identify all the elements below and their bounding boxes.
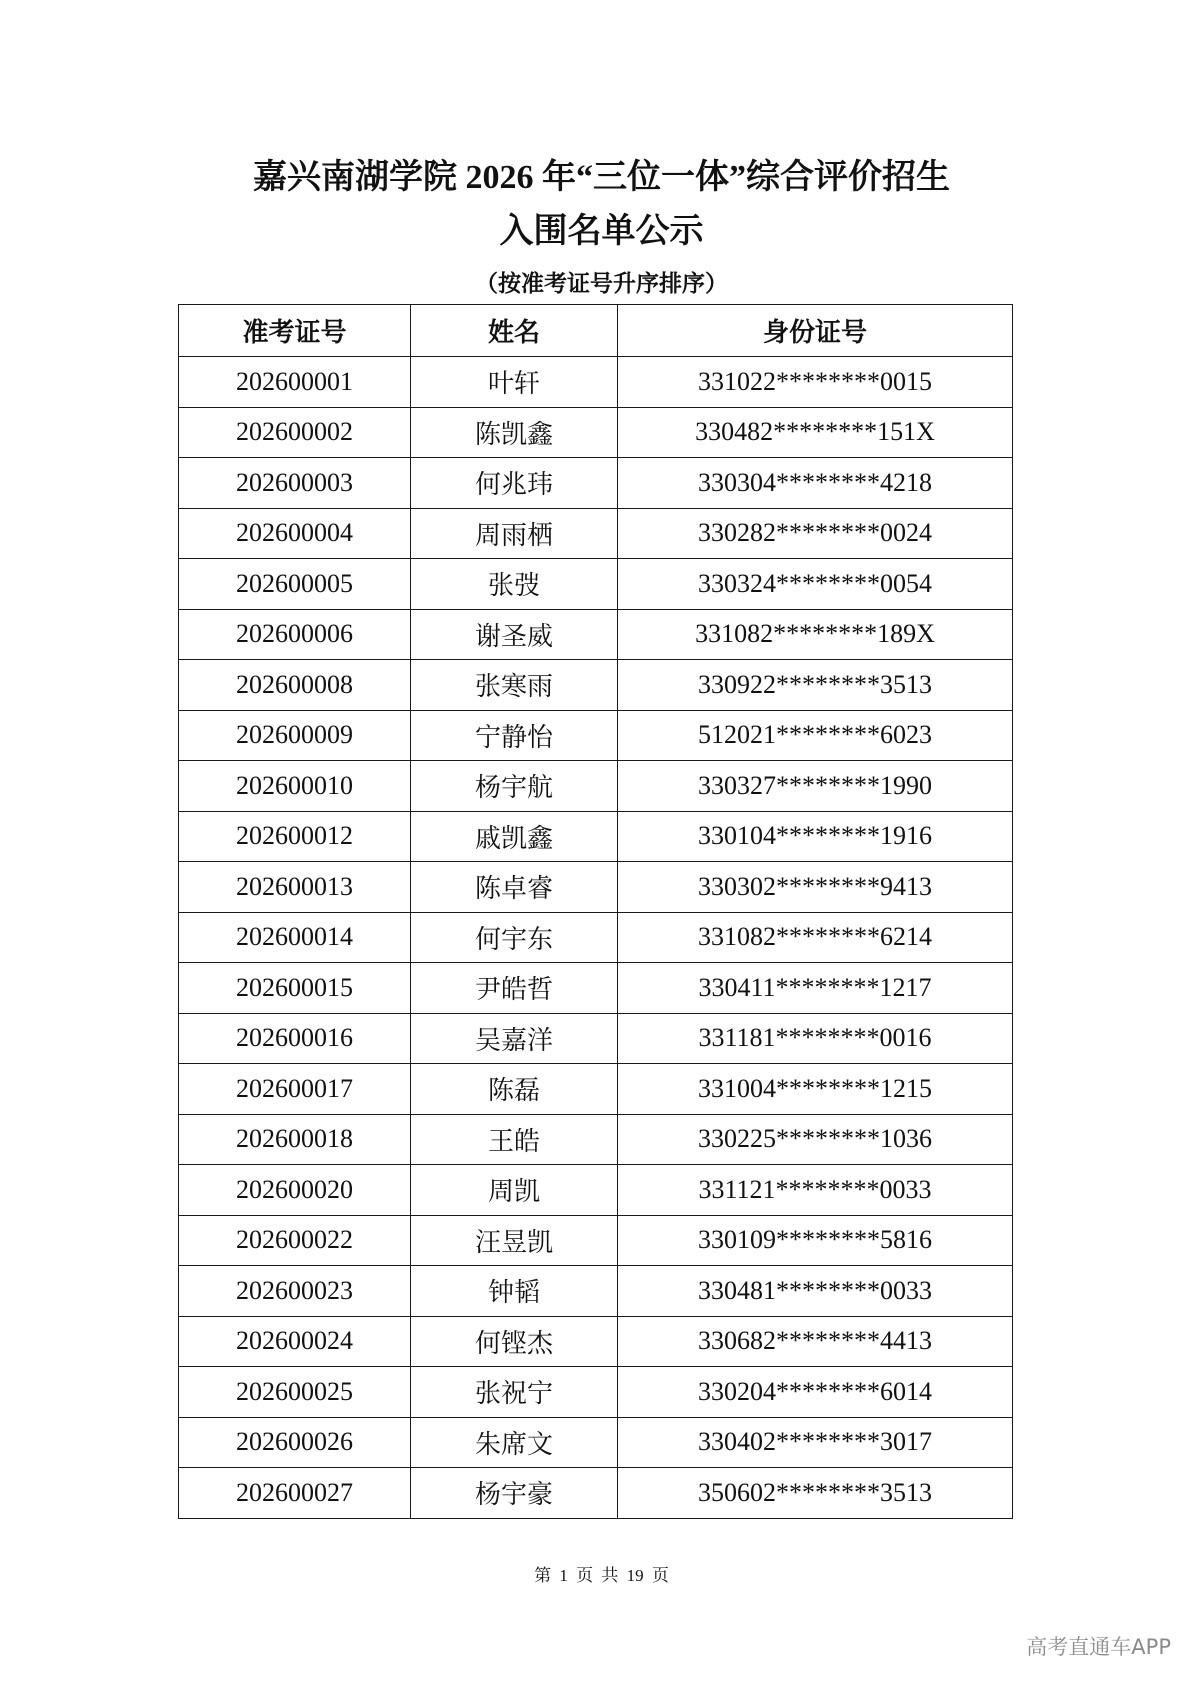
table-row bbox=[179, 1114, 1013, 1165]
id-number-cell: 331121********0033 bbox=[618, 1165, 1013, 1216]
sort-order-note: （按准考证号升序排序） bbox=[475, 271, 728, 296]
column-header-name: 姓名 bbox=[411, 305, 618, 357]
id-number-cell: 330324********0054 bbox=[618, 559, 1013, 610]
exam-number-cell: 202600025 bbox=[179, 1367, 411, 1418]
exam-number-cell: 202600014 bbox=[179, 912, 411, 963]
id-number-cell: 331004********1215 bbox=[618, 1064, 1013, 1115]
name-cell: 张寒雨 bbox=[411, 660, 618, 711]
table-row bbox=[179, 761, 1013, 812]
exam-number-cell: 202600018 bbox=[179, 1114, 411, 1165]
table-row bbox=[179, 1316, 1013, 1367]
exam-number-cell: 202600003 bbox=[179, 458, 411, 509]
document-title: 嘉兴南湖学院 2026 年“三位一体”综合评价招生 bbox=[253, 159, 950, 196]
exam-number-cell: 202600027 bbox=[179, 1468, 411, 1519]
name-cell: 王皓 bbox=[411, 1114, 618, 1165]
table-row bbox=[179, 609, 1013, 660]
name-cell: 戚凯鑫 bbox=[411, 811, 618, 862]
table-row bbox=[179, 559, 1013, 610]
id-number-cell: 330327********1990 bbox=[618, 761, 1013, 812]
id-number-cell: 330481********0033 bbox=[618, 1266, 1013, 1317]
name-cell: 陈凯鑫 bbox=[411, 407, 618, 458]
exam-number-cell: 202600024 bbox=[179, 1316, 411, 1367]
name-cell: 汪昱凯 bbox=[411, 1215, 618, 1266]
exam-number-cell: 202600008 bbox=[179, 660, 411, 711]
name-cell: 陈磊 bbox=[411, 1064, 618, 1115]
name-cell: 何铿杰 bbox=[411, 1316, 618, 1367]
exam-number-cell: 202600001 bbox=[179, 357, 411, 408]
table-header-row bbox=[179, 305, 1013, 357]
exam-number-cell: 202600010 bbox=[179, 761, 411, 812]
column-header-id-number: 身份证号 bbox=[618, 305, 1013, 357]
table-row bbox=[179, 1468, 1013, 1519]
exam-number-cell: 202600009 bbox=[179, 710, 411, 761]
table-row bbox=[179, 1417, 1013, 1468]
table-row bbox=[179, 1215, 1013, 1266]
name-cell: 张祝宁 bbox=[411, 1367, 618, 1418]
table-row bbox=[179, 357, 1013, 408]
name-cell: 宁静怡 bbox=[411, 710, 618, 761]
name-cell: 张弢 bbox=[411, 559, 618, 610]
table-row bbox=[179, 912, 1013, 963]
id-number-cell: 330402********3017 bbox=[618, 1417, 1013, 1468]
id-number-cell: 330482********151X bbox=[618, 407, 1013, 458]
exam-number-cell: 202600002 bbox=[179, 407, 411, 458]
name-cell: 钟韬 bbox=[411, 1266, 618, 1317]
exam-number-cell: 202600015 bbox=[179, 963, 411, 1014]
id-number-cell: 331082********6214 bbox=[618, 912, 1013, 963]
table-body bbox=[179, 357, 1013, 1519]
exam-number-cell: 202600017 bbox=[179, 1064, 411, 1115]
exam-number-cell: 202600020 bbox=[179, 1165, 411, 1216]
name-cell: 周雨栖 bbox=[411, 508, 618, 559]
column-header-exam-number: 准考证号 bbox=[179, 305, 411, 357]
table-row bbox=[179, 660, 1013, 711]
table-row bbox=[179, 1165, 1013, 1216]
table-row bbox=[179, 1266, 1013, 1317]
table-row bbox=[179, 862, 1013, 913]
name-cell: 谢圣威 bbox=[411, 609, 618, 660]
table-row bbox=[179, 811, 1013, 862]
table-row bbox=[179, 1064, 1013, 1115]
exam-number-cell: 202600022 bbox=[179, 1215, 411, 1266]
exam-number-cell: 202600013 bbox=[179, 862, 411, 913]
table-row bbox=[179, 458, 1013, 509]
exam-number-cell: 202600004 bbox=[179, 508, 411, 559]
table-row bbox=[179, 1367, 1013, 1418]
exam-number-cell: 202600006 bbox=[179, 609, 411, 660]
id-number-cell: 330682********4413 bbox=[618, 1316, 1013, 1367]
id-number-cell: 331181********0016 bbox=[618, 1013, 1013, 1064]
name-cell: 何兆玮 bbox=[411, 458, 618, 509]
name-cell: 尹皓哲 bbox=[411, 963, 618, 1014]
exam-number-cell: 202600016 bbox=[179, 1013, 411, 1064]
id-number-cell: 330302********9413 bbox=[618, 862, 1013, 913]
id-number-cell: 330282********0024 bbox=[618, 508, 1013, 559]
name-cell: 何宇东 bbox=[411, 912, 618, 963]
table-row bbox=[179, 407, 1013, 458]
table-row bbox=[179, 1013, 1013, 1064]
name-cell: 杨宇航 bbox=[411, 761, 618, 812]
name-cell: 杨宇豪 bbox=[411, 1468, 618, 1519]
id-number-cell: 330922********3513 bbox=[618, 660, 1013, 711]
exam-number-cell: 202600005 bbox=[179, 559, 411, 610]
id-number-cell: 350602********3513 bbox=[618, 1468, 1013, 1519]
name-cell: 吴嘉洋 bbox=[411, 1013, 618, 1064]
id-number-cell: 330225********1036 bbox=[618, 1114, 1013, 1165]
name-cell: 周凯 bbox=[411, 1165, 618, 1216]
exam-number-cell: 202600026 bbox=[179, 1417, 411, 1468]
name-cell: 陈卓睿 bbox=[411, 862, 618, 913]
id-number-cell: 330204********6014 bbox=[618, 1367, 1013, 1418]
table-row bbox=[179, 710, 1013, 761]
app-watermark: 高考直通车APP bbox=[1026, 1635, 1171, 1659]
id-number-cell: 331082********189X bbox=[618, 609, 1013, 660]
id-number-cell: 330304********4218 bbox=[618, 458, 1013, 509]
document-title-second-line: 入围名单公示 bbox=[499, 213, 704, 250]
id-number-cell: 331022********0015 bbox=[618, 357, 1013, 408]
id-number-cell: 512021********6023 bbox=[618, 710, 1013, 761]
exam-number-cell: 202600012 bbox=[179, 811, 411, 862]
id-number-cell: 330411********1217 bbox=[618, 963, 1013, 1014]
id-number-cell: 330109********5816 bbox=[618, 1215, 1013, 1266]
exam-number-cell: 202600023 bbox=[179, 1266, 411, 1317]
name-cell: 朱席文 bbox=[411, 1417, 618, 1468]
name-cell: 叶轩 bbox=[411, 357, 618, 408]
table-row bbox=[179, 963, 1013, 1014]
admission-shortlist-table bbox=[178, 304, 1013, 1519]
page-indicator: 第 1 页 共 19 页 bbox=[534, 1566, 669, 1585]
table-row bbox=[179, 508, 1013, 559]
id-number-cell: 330104********1916 bbox=[618, 811, 1013, 862]
